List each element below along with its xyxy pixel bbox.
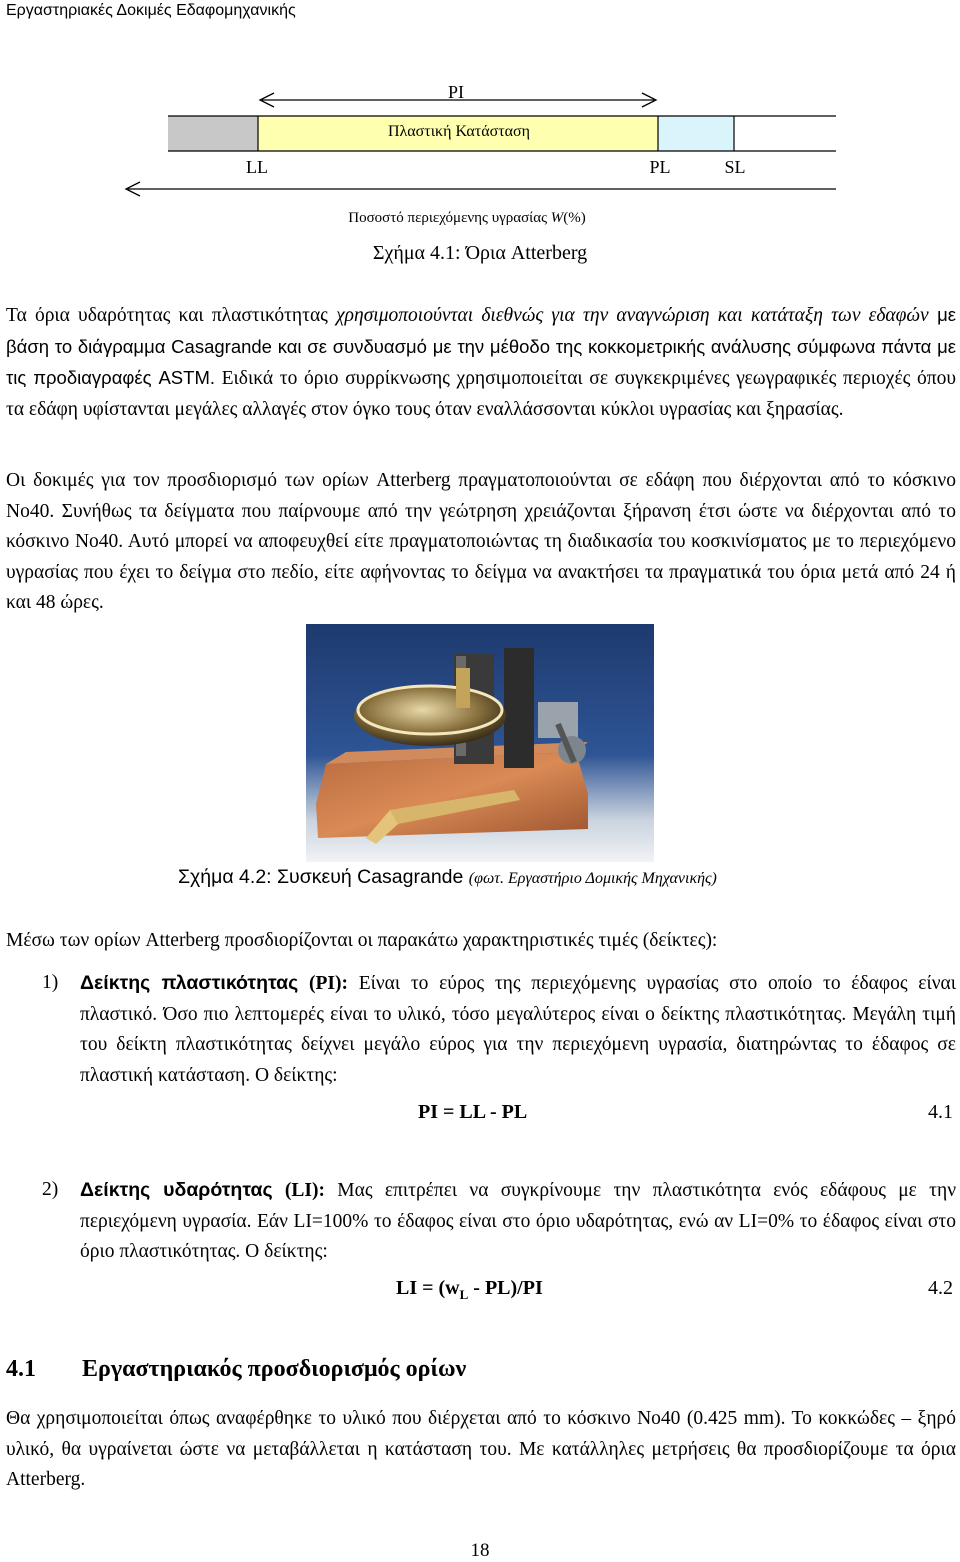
- equation-number-4-2: 4.2: [928, 1277, 953, 1299]
- para1-part3: Ειδικά το όριο συρρίκνωσης χρησιμοποιείται σε συγκεκριμένες γεωγραφικές περιοχές όπου τα εδάφη υφίστανται μεγάλες αλλαγές στον όγκο τους όταν εναλλάσσονται κύκλοι υγρασίας και ξηρασίας.: [6, 368, 956, 420]
- figure-4-2-caption-main: Σχήμα 4.2: Συσκευή Casagrande: [178, 866, 469, 888]
- section-number: 4.1: [6, 1356, 36, 1382]
- formula-li: [396, 1277, 543, 1303]
- paragraph-lab-procedure: Θα χρησιμοποιείται όπως αναφέρθηκε το υλικό που διέρχεται από το κόσκινο Νο40 (0.425 mm). Το κοκκώδες – ξηρό υλικό, θα υγραίνεται ώστε να μεταβάλλεται η κατάσταση του. Με κατάλληλες μετρήσεις θα προσδιορίζουμε τα όρια Atterberg.: [6, 1408, 956, 1490]
- formula-li-subscript: L: [459, 1287, 469, 1302]
- running-header: Εργαστηριακές Δοκιμές Εδαφομηχανικής: [6, 2, 296, 19]
- section-title: Εργαστηριακός προσδιορισμός ορίων: [82, 1356, 467, 1382]
- item-1-term: Δείκτης πλαστικότητας: [80, 972, 299, 994]
- formula-li-part-a: LI = (w: [396, 1277, 460, 1299]
- photo-cup-hanger: [456, 668, 470, 708]
- item-1-body: Είναι το εύρος της περιεχόμενης υγρασίας στο οποίο το έδαφος είναι πλαστικό. Όσο πιο λεπτομερές είναι το υλικό, τόσο μεγαλύτερος είναι ο δείκτης πλαστικότητας. Μεγάλη τιμή του δείκτη πλαστικότητας δείχνει μεγάλο εύρος για την περιεχόμενη υγρασία, διατηρώντας το έδαφος σε πλαστική κατάσταση. Ο δείκτης:: [80, 973, 956, 1086]
- ll-label: LL: [246, 157, 268, 177]
- casagrande-apparatus-photo: [306, 624, 654, 862]
- page-number: 18: [470, 1540, 490, 1561]
- formula-li-part-b: - PL)/PI: [468, 1277, 543, 1299]
- moisture-axis-label: Ποσοστό περιεχόμενης υγρασίας W(%): [348, 210, 586, 226]
- formula-pi: PI = LL - PL: [418, 1101, 528, 1123]
- para1-part2: με βάση το διάγραμμα Casagrande και σε συνδυασμό με την μέθοδο της κοκκομετρικής ανάλυσης σύμφωνα πάντα με τις προδιαγραφές ASTM.: [6, 304, 957, 388]
- sl-label: SL: [724, 157, 746, 177]
- paragraph-indices-intro: Μέσω των ορίων Atterberg προσδιορίζονται οι παρακάτω χαρακτηριστικές τιμές (δείκτες):: [6, 930, 718, 951]
- atterberg-diagram: [0, 70, 960, 260]
- zone-label: Πλαστική Κατάσταση: [387, 123, 531, 140]
- item-1-number: 1): [42, 972, 59, 993]
- figure-4-1-caption: Σχήμα 4.1: Όρια Atterberg: [372, 242, 588, 264]
- item-2-number: 2): [42, 1179, 59, 1200]
- list-item-plasticity-index: [6, 968, 956, 1098]
- para1-part1: Τα όρια υδαρότητας και πλαστικότητας: [6, 305, 337, 326]
- item-1-text: [80, 968, 956, 1091]
- list-item-liquidity-index: [6, 1175, 956, 1275]
- item-2-text: [80, 1175, 956, 1268]
- figure-4-2-credit: (φωτ. Εργαστήριο Δομικής Μηχανικής): [468, 870, 717, 887]
- item-1-abbr: (PI):: [298, 973, 348, 994]
- photo-crank-housing: [538, 702, 578, 738]
- item-2-abbr: (LI):: [272, 1180, 325, 1201]
- photo-wooden-base: [316, 752, 588, 838]
- item-2-term: Δείκτης υδαρότητας: [80, 1179, 273, 1201]
- para1-italic: χρησιμοποιούνται διεθνώς για την αναγνώριση και κατάταξη των εδαφών: [336, 305, 929, 326]
- paragraph-atterberg-usage: [6, 300, 956, 425]
- liquid-zone: [168, 116, 258, 151]
- paragraph-sieve-tests: Οι δοκιμές για τον προσδιορισμό των ορίων Atterberg πραγματοποιούνται σε εδάφη που διέρχονται από το κόσκινο Νο40. Συνήθως τα δείγματα που παίρνουμε από την γεώτρηση χρειάζονται ξήρανση έτσι ώστε να διέρχονται από το κόσκινο Νο40. Αυτό μπορεί να αποφευχθεί είτε πραγματοποιώντας τη διαδικασία του κοσκινίσματος με το περιεχόμενο υγρασίας που έχει το δείγμα στο πεδίο, είτε αφήνοντας το δείγμα να ανακτήσει τα πραγματικά του όρια μετά από 24 ή και 48 ώρες.: [6, 470, 956, 613]
- item-2-body: Μας επιτρέπει να συγκρίνουμε την πλαστικότητα ενός εδάφους με την περιεχόμενη υγρασία. Εάν LI=100% το έδαφος είναι στο όριο υδαρότητας, ενώ αν LI=0% το έδαφος είναι στο όριο πλαστικότητας. Ο δείκτης:: [80, 1180, 957, 1262]
- pl-label: PL: [649, 157, 671, 177]
- equation-number-4-1: 4.1: [928, 1101, 953, 1123]
- semisolid-zone: [658, 116, 734, 151]
- figure-4-2-caption: [178, 866, 717, 889]
- pi-label: PI: [447, 82, 465, 102]
- photo-frame-right: [504, 648, 534, 768]
- section-heading: [6, 1356, 467, 1383]
